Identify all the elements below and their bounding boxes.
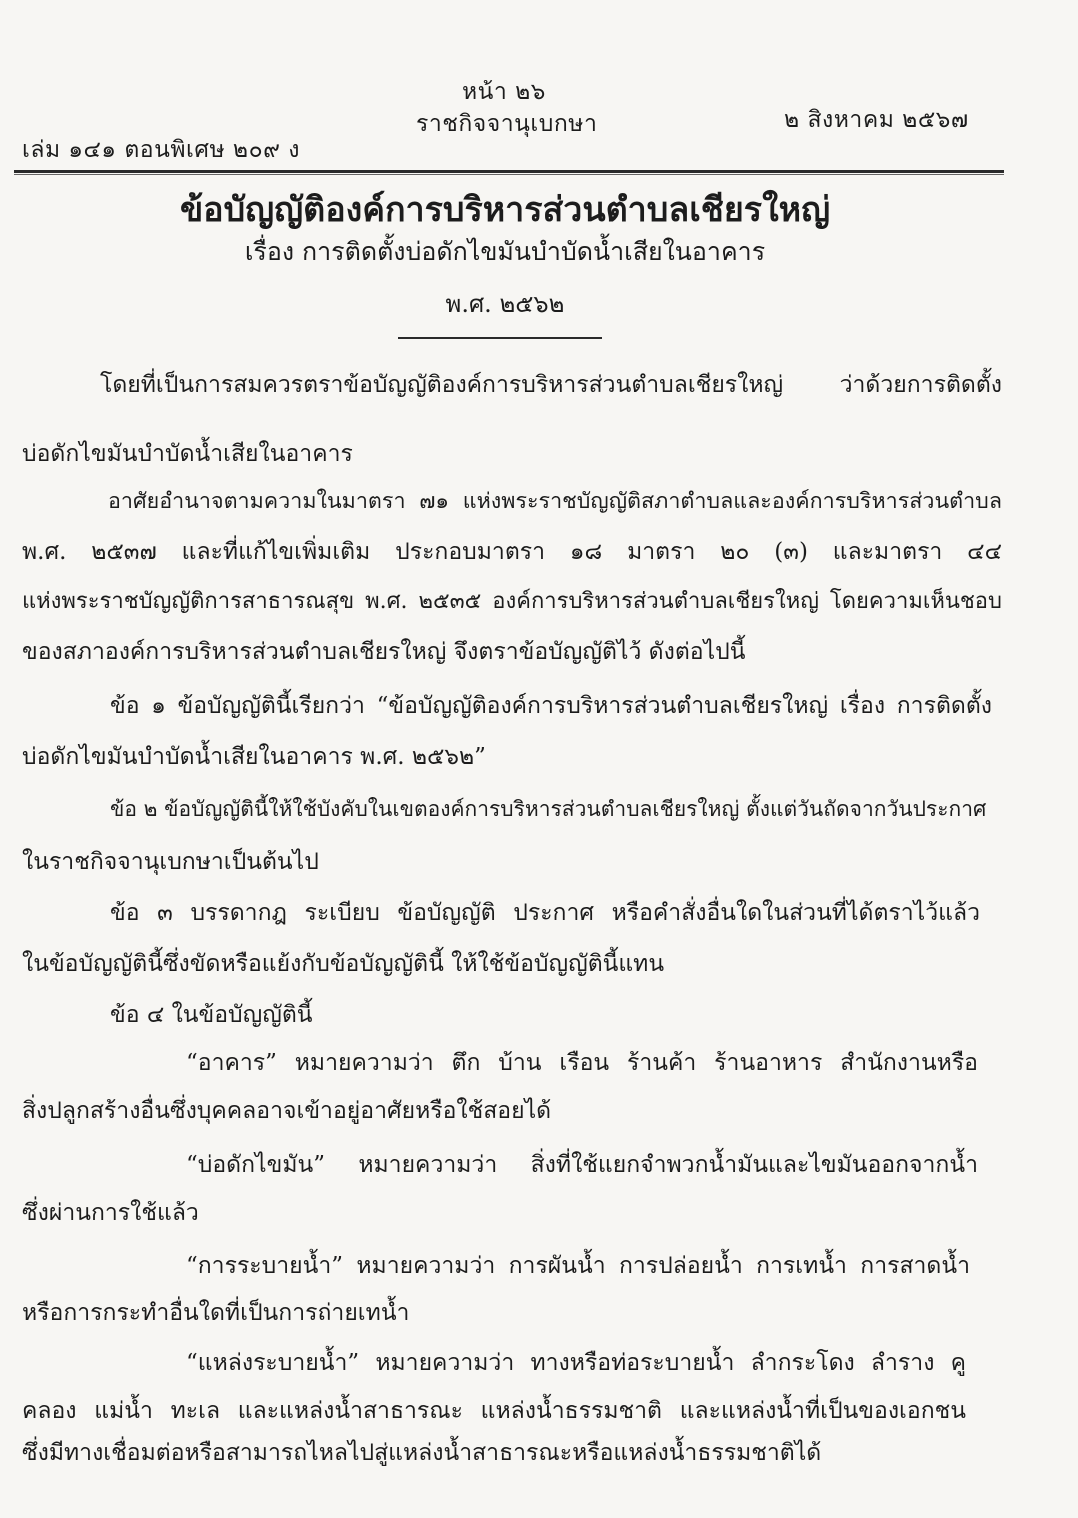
body-line: อาศัยอำนาจตามความในมาตรา ๗๑ แห่งพระราชบัญญัติสภาตำบลและองค์การบริหารส่วนตำบล <box>108 489 1002 514</box>
title-divider <box>398 337 602 339</box>
body-line: ข้อ ๓ บรรดากฎ ระเบียบ ข้อบัญญัติ ประกาศ หรือคำสั่งอื่นใดในส่วนที่ได้ตราไว้แล้ว <box>110 900 980 926</box>
volume-issue: เล่ม ๑๔๑ ตอนพิเศษ ๒๐๙ ง <box>22 137 300 163</box>
document-title: ข้อบัญญัติองค์การบริหารส่วนตำบลเชียรใหญ่ <box>179 190 831 230</box>
definition-line: “การระบายน้ำ” หมายความว่า การผันน้ำ การปล่อยน้ำ การเทน้ำ การสาดน้ำ <box>186 1253 970 1279</box>
definition-line: “แหล่งระบายน้ำ” หมายความว่า ทางหรือท่อระบายน้ำ ลำกระโดง ลำราง คู <box>186 1350 967 1376</box>
body-line: บ่อดักไขมันบำบัดน้ำเสียในอาคาร พ.ศ. ๒๕๖๒” <box>22 744 486 770</box>
body-line: หรือการกระทำอื่นใดที่เป็นการถ่ายเทน้ำ <box>22 1300 410 1326</box>
body-line: ของสภาองค์การบริหารส่วนตำบลเชียรใหญ่ จึงตราข้อบัญญัติไว้ ดังต่อไปนี้ <box>22 639 746 665</box>
publication-date: ๒ สิงหาคม ๒๕๖๗ <box>784 107 969 133</box>
body-line: ในราชกิจจานุเบกษาเป็นต้นไป <box>22 849 319 875</box>
header-rule <box>14 170 1004 173</box>
body-line: ในข้อบัญญัตินี้ซึ่งขัดหรือแย้งกับข้อบัญญัตินี้ ให้ใช้ข้อบัญญัตินี้แทน <box>22 951 665 977</box>
body-line: พ.ศ. ๒๕๓๗ และที่แก้ไขเพิ่มเติม ประกอบมาตรา ๑๘ มาตรา ๒๐ (๓) และมาตรา ๔๔ <box>22 539 1002 565</box>
body-line: ข้อ ๔ ในข้อบัญญัตินี้ <box>110 1002 313 1028</box>
page-number: หน้า ๒๖ <box>462 79 546 105</box>
body-line: แห่งพระราชบัญญัติการสาธารณสุข พ.ศ. ๒๕๓๕ องค์การบริหารส่วนตำบลเชียรใหญ่ โดยความเห็นชอบ <box>22 589 1002 614</box>
definition-line: “อาคาร” หมายความว่า ตึก บ้าน เรือน ร้านค้า ร้านอาหาร สำนักงานหรือ <box>186 1050 978 1076</box>
document-year: พ.ศ. ๒๕๖๒ <box>445 290 565 318</box>
gazette-name: ราชกิจจานุเบกษา <box>416 111 598 137</box>
body-line: ข้อ ๑ ข้อบัญญัตินี้เรียกว่า “ข้อบัญญัติองค์การบริหารส่วนตำบลเชียรใหญ่ เรื่อง การติดตั้ง <box>110 693 992 719</box>
body-line: ข้อ ๒ ข้อบัญญัตินี้ให้ใช้บังคับในเขตองค์การบริหารส่วนตำบลเชียรใหญ่ ตั้งแต่วันถัดจากวันประกาศ <box>110 797 987 821</box>
body-line: ซึ่งผ่านการใช้แล้ว <box>22 1200 199 1226</box>
header-rule-thin <box>14 174 1004 175</box>
body-line: สิ่งปลูกสร้างอื่นซึ่งบุคคลอาจเข้าอยู่อาศัยหรือใช้สอยได้ <box>22 1098 552 1124</box>
document-subject: เรื่อง การติดตั้งบ่อดักไขมันบำบัดน้ำเสียในอาคาร <box>244 237 766 266</box>
definition-line: “บ่อดักไขมัน” หมายความว่า สิ่งที่ใช้แยกจำพวกน้ำมันและไขมันออกจากน้ำ <box>186 1152 978 1178</box>
body-line: ซึ่งมีทางเชื่อมต่อหรือสามารถไหลไปสู่แหล่งน้ำสาธารณะหรือแหล่งน้ำธรรมชาติได้ <box>22 1440 822 1466</box>
body-line: บ่อดักไขมันบำบัดน้ำเสียในอาคาร <box>22 441 353 467</box>
body-line: คลอง แม่น้ำ ทะเล และแหล่งน้ำสาธารณะ แหล่งน้ำธรรมชาติ และแหล่งน้ำที่เป็นของเอกชน <box>22 1398 966 1424</box>
body-line: โดยที่เป็นการสมควรตราข้อบัญญัติองค์การบริหารส่วนตำบลเชียรใหญ่ ว่าด้วยการติดตั้ง <box>100 372 1002 398</box>
